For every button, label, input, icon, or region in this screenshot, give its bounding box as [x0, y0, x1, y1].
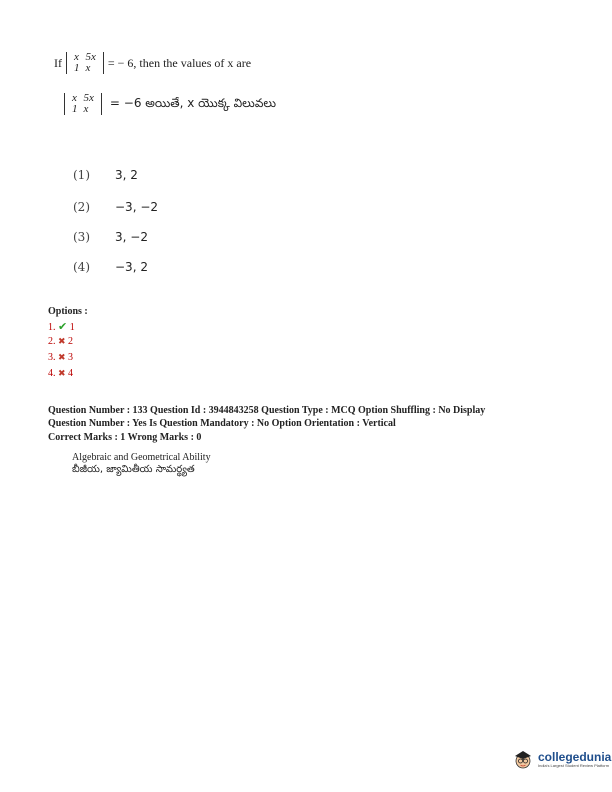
logo-text — [538, 751, 611, 768]
section-name-telugu: బీజీయ, జ్యామితీయ సామర్థ్యత — [72, 464, 195, 475]
question-meta-line-3: Correct Marks : 1 Wrong Marks : 0 — [48, 432, 202, 443]
option-3 — [48, 352, 73, 363]
choice-value: 3, −2 — [115, 230, 148, 244]
matrix-cell: 1 — [72, 103, 78, 115]
matrix-cell: x — [85, 62, 91, 74]
choice-value: −3, −2 — [115, 200, 159, 214]
cross-icon: ✖ — [58, 352, 66, 362]
choice-number: (4) — [73, 260, 90, 274]
check-icon: ✔ — [58, 321, 68, 333]
option-prefix: 2. — [48, 336, 56, 347]
options-title: Options : — [48, 306, 88, 317]
option-label: 3 — [68, 352, 74, 363]
question-meta-line-1: Question Number : 133 Question Id : 3944843258 Question Type : MCQ Option Shuffling : No Display — [48, 405, 486, 416]
choice-value: −3, 2 — [115, 260, 148, 274]
matrix-cell: 1 — [74, 62, 80, 74]
question-telugu — [64, 93, 276, 115]
option-label: 4 — [68, 368, 74, 379]
option-prefix: 1. — [48, 322, 56, 333]
determinant-matrix-telugu — [64, 93, 102, 115]
choice-value: 3, 2 — [115, 168, 138, 182]
matrix-cell: 5x — [85, 51, 96, 63]
choice-2 — [73, 200, 158, 214]
choice-1 — [73, 168, 138, 182]
cross-icon: ✖ — [58, 368, 66, 378]
choice-number: (3) — [73, 230, 90, 244]
matrix-cell: 5x — [83, 92, 94, 104]
choice-number: (1) — [73, 168, 90, 182]
choice-3 — [73, 230, 148, 244]
logo-name: collegedunia — [538, 749, 612, 764]
option-2 — [48, 336, 73, 347]
question-prefix: If — [54, 55, 62, 70]
option-label: 2 — [68, 336, 74, 347]
matrix-cell: x — [72, 92, 77, 104]
section-name — [72, 452, 211, 476]
option-1 — [48, 320, 75, 333]
logo-tagline: India's Largest Student Review Platform — [538, 762, 610, 768]
determinant-matrix — [66, 52, 104, 74]
option-prefix: 4. — [48, 368, 56, 379]
question-text-telugu: = −6 అయితే, x యొక్క విలువలు — [109, 95, 277, 110]
question-meta-line-2: Question Number : Yes Is Question Mandatory : No Option Orientation : Vertical — [48, 418, 396, 429]
mascot-icon — [512, 748, 534, 770]
choice-number: (2) — [73, 200, 90, 214]
cross-icon: ✖ — [58, 336, 66, 346]
matrix-cell: x — [74, 51, 79, 63]
question-text: = − 6, then the values of x are — [107, 55, 252, 70]
section-name-english: Algebraic and Geometrical Ability — [72, 452, 211, 463]
collegedunia-logo — [512, 748, 611, 770]
question-english — [54, 52, 251, 74]
option-prefix: 3. — [48, 352, 56, 363]
option-label: 1 — [69, 322, 75, 333]
matrix-cell: x — [83, 103, 89, 115]
option-4 — [48, 368, 73, 379]
choice-4 — [73, 260, 148, 274]
